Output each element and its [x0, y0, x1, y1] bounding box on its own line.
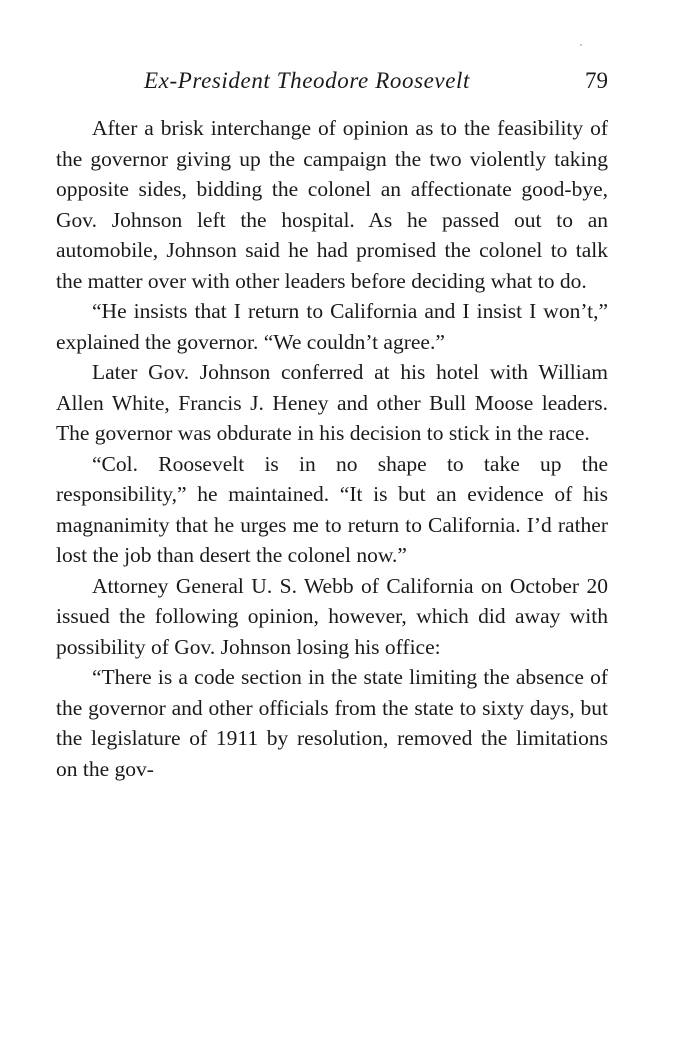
- paragraph: “There is a code section in the state limiting the absence of the governor and other officials from the state to sixty days, but the legislature of 1911 by resolution, removed the limitations on the gov-: [56, 665, 608, 781]
- page-number: 79: [585, 68, 608, 93]
- paragraph: Attorney General U. S. Webb of California on October 20 issued the following opinion, however, which did away with possibility of Gov. Johnson losing his office:: [56, 573, 608, 659]
- paragraph: “He insists that I return to California and I insist I won’t,” explained the governor. “We couldn’t agree.”: [56, 299, 608, 354]
- running-head: [56, 68, 608, 102]
- body-text: [56, 113, 608, 784]
- running-title: Ex-President Theodore Roosevelt: [144, 68, 471, 93]
- paragraph: “Col. Roosevelt is in no shape to take up the responsibility,” he maintained. “It is but an evidence of his magnanimity that he urges me to return to California. I’d rather lost the job than desert the colonel now.”: [56, 451, 608, 567]
- print-speck: [580, 44, 582, 46]
- paragraph: After a brisk interchange of opinion as to the feasibility of the governor giving up the campaign the two violently taking opposite sides, bidding the colonel an affectionate good-bye, Gov. Johnson left the hospital. As he passed out to an automobile, Johnson said he had promised the colonel to talk the matter over with other leaders before deciding what to do.: [56, 116, 608, 293]
- paragraph: Later Gov. Johnson conferred at his hotel with William Allen White, Francis J. Heney and other Bull Moose leaders. The governor was obdurate in his decision to stick in the race.: [56, 360, 608, 445]
